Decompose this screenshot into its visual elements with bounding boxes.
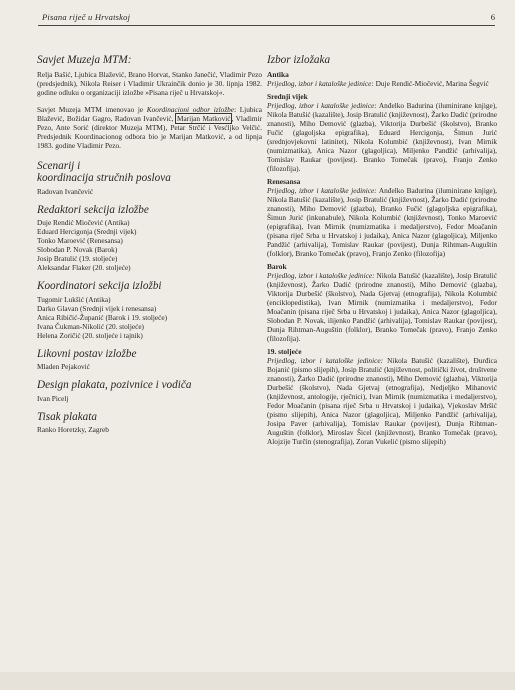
scenarij-name: Radovan Ivančević — [37, 186, 94, 196]
section-text-srednji-vijek — [267, 101, 497, 173]
section-label: Prijedlog, izbor i kataloške jedinice: — [267, 270, 375, 280]
page-number: 6 — [490, 12, 495, 22]
list-item: Tonko Maroević (Renesansa) — [37, 236, 123, 245]
tisak-name: Ranko Horetzky, Zagreb — [37, 425, 109, 434]
section-text-19-stoljece — [267, 356, 497, 446]
list-item: Anica Ribičić-Županić (Barok i 19. stoljeće) — [37, 312, 168, 322]
section-label: Prijedlog, izbor i kataloške jedinice: — [267, 185, 377, 195]
likovni-name: Mladen Pejaković — [37, 362, 90, 371]
odbor-text-members: : Ljubica Blažević, Božidar Gagro, Radovan Ivančević, — [37, 104, 263, 123]
list-item: Duje Rendić Miočević (Antika) — [37, 218, 130, 227]
section-label: Prijedlog, izbor i kataloške jedinice: — [267, 355, 384, 365]
section-contributors: Nikola Batušić (kazalište), Josip Bratulić (književnost), Žarko Dadić (prirodne znanosti), Miho Demović (glazba), Viktorija Durbešić (školstvo), Nada Gjetvaj (etnografija), Nikola Kolumbić (enciklopedistika), Ivan Mirnik (numizmatika i medaljerstvo), Fedor Moačanin (pisana riječ Srba u Hrvatskoj i judaika), Anica Nazor (glagoljica), Slobodan P. Novak, ilijenko Pandžić (arhivalija), Tomislav Raukar (povijest), Dunja Rihtman-Auguštin (folklor), Branko Tomečak (pravo), Franjo Zenko (filozofija). — [267, 270, 497, 343]
izbor-heading: Izbor izložaka — [267, 54, 331, 66]
design-heading: Design plakata, pozivnice i vodiča — [37, 379, 192, 391]
section-contributors: Nikola Batušić (kazalište), Đurđica Bojanić (pismo slijepih), Josip Bratulić (književnost, politički život, društvene znanosti), Žarko Dadić (prirodne znanosti), Miho Demović (glazba), Viktorija Durbešić (školstvo), Nada Gjetvaj (etnografija), Nedjeljko Mihanović (književnost, antologije, rječnici), Ivan Mirnik (numizmatika i medaljerstvo), Fedor Moačanin (pisana riječ Srba u Hrvatskoj i judaika), Vjekoslav Mršić (pismo slijepih), Anica Nazor (glagoljica), Miljenko Pandžić (arhivalija), Josipa Paver (arhivalija), Tomislav Raukar (povijest), Dunja Rihtman-Auguštin (folklor), Miroslav Šicel (književnost), Branko Tomečak (pravo), Alojzije Turčin (stenografija), Zoran Vukelić (pismo slijepih) — [267, 355, 497, 446]
list-item: Josip Bratulić (19. stoljeće) — [37, 254, 118, 263]
likovni-heading: Likovni postav izložbe — [37, 347, 137, 360]
odbor-paragraph — [37, 105, 262, 150]
section-contributors: Anđelko Badurina (iluminirane knjige), Nikola Batušić (kazalište), Josip Bratulić (književnost), Žarko Dadić (prirodne znanosti), Miho Demović (glazba), Branko Fučić (glagoljska epigrafika), Šimun Jurić (inkunabule), Nikola Kolumbić (književnost), Tonko Maroević (epigrafika), Ivan Mirnik (numizmatika i medaljerstvo), Fedor Moačanin (pisana riječ Srba u Hrvatskoj i judaika), Anica Nazor (glagoljica), Miljenko Pandžić (arhivalija), Tomislav Raukar (povijest), Dunja Rihtman-Auguštin (folklor), Branko Tomečak (pravo), Franjo Zenko (filozofija) — [267, 185, 497, 258]
list-item: Eduard Hercigonja (Srednji vijek) — [37, 227, 137, 236]
list-item: Tugomir Lukšić (Antika) — [37, 294, 111, 304]
odbor-text-pre: Savjet Muzeja MTM imenovao je — [37, 104, 147, 114]
section-contributors: Anđelko Badurina (iluminirane knjige), Nikola Batušić (kazalište), Josip Bratulić (književnost), Žarko Dadić (prirodne znanosti), Miho Demović (glazba), Viktorija Durbešić (školstvo), Branko Fučić (glagoljska epigrafika), Eduard Hercigonja, Šimun Jurić (srednjovjekovni latinitet), Nikola Kolumbić (književnost), Ivan Mirnik (numizmatika), Anica Nazor (glagoljica), Miljenko Pandžić (arhivalija), Tomislav Raukar (povijest). Branko Tomečak (pravo), Franjo Zenko (filozofija). — [267, 100, 497, 173]
section-heading-renesansa: Renesansa — [267, 176, 301, 186]
section-heading-srednji-vijek: Srednji vijek — [267, 91, 308, 101]
section-text-barok — [267, 271, 497, 343]
koordinatori-heading: Koordinatori sekcija izložbi — [37, 280, 162, 292]
right-column — [267, 54, 497, 446]
list-item: Aleksandar Flaker (20. stoljeće) — [37, 263, 131, 272]
scenarij-heading-line2: koordinacija stručnih poslova — [37, 172, 171, 184]
section-heading-antika: Antika — [267, 69, 289, 79]
savjet-heading: Savjet Muzeja MTM: — [37, 54, 132, 66]
odbor-text-italic: Koordinacioni odbor izložbe — [146, 104, 235, 114]
redaktori-heading: Redaktori sekcija izložbe — [37, 203, 149, 216]
list-item: Helena Zoričić (20. stoljeće i tajnik) — [37, 330, 143, 340]
savjet-paragraph: Relja Bašić, Ljubica Blažević, Brano Horvat, Stanko Janečić, Vladimir Pezo (predsjednik), Nikola Reiser i Vladimir Ukrainčik donio je 30. lipnja 1982. godine odluku o organizaciji izložbe »Pisana riječ u Hrvatskoj«. — [37, 69, 262, 97]
odbor-text-post: , Vladimir Pezo, Ante Sorić (direktor Muzeja MTM), Petar Strčić i Vesćljko Velčić. Predsjednik Koordinacionog odbora bio je Marijan Matković, a od lipnja 1983. godine Vladimir Pezo. — [37, 113, 262, 150]
list-item: Darko Glavan (Srednji vijek i renesansa) — [37, 303, 157, 313]
section-label: Prijedlog, izbor i kataloške jedinice: — [267, 100, 377, 110]
section-label: Prijedlog, izbor i kataloške jedinice: — [267, 78, 374, 88]
design-name: Ivan Picelj — [37, 393, 69, 403]
tisak-heading: Tisak plakata — [37, 410, 97, 423]
section-heading-19-stoljece: 19. stoljeće — [267, 346, 302, 356]
section-heading-barok: Barok — [267, 261, 287, 271]
running-header-title: Pisana riječ u Hrvatskoj — [42, 12, 131, 22]
section-contributors: Duje Rendić-Miočević, Marina Šegvić — [373, 78, 489, 88]
redaktori-list — [37, 218, 262, 272]
koordinatori-list — [37, 295, 262, 340]
list-item: Slobodan P. Novak (Barok) — [37, 245, 118, 254]
left-column — [37, 54, 262, 434]
section-text-renesansa — [267, 186, 497, 258]
scenarij-heading-line1: Scenarij i — [37, 159, 81, 172]
section-text-antika — [267, 79, 497, 88]
running-header — [38, 8, 495, 26]
list-item: Ivana Čukman-Nikolić (20. stoljeće) — [37, 321, 144, 331]
highlighted-name-box: Marijan Matković — [176, 113, 231, 123]
page-bottom-edge — [0, 672, 515, 690]
